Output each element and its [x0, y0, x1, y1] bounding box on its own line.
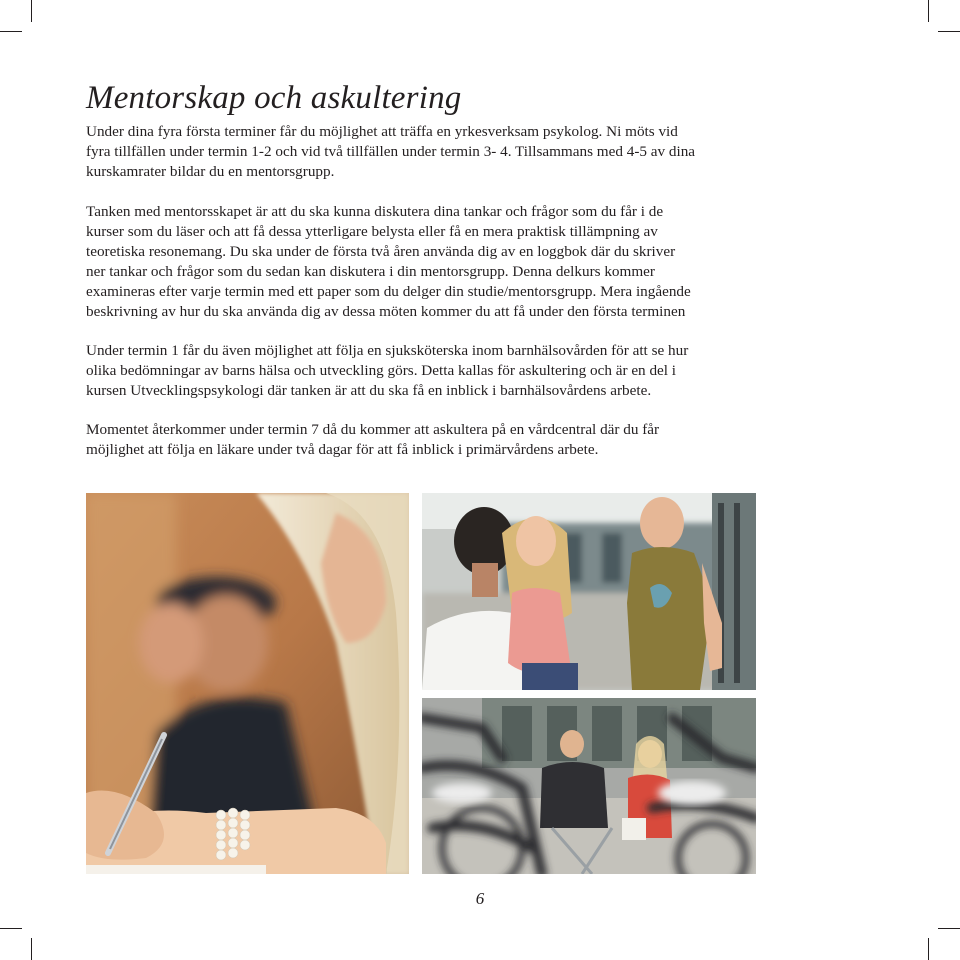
text-line: Under dina fyra första terminer får du möjlighet att träffa en yrkesverksam psykolog. Ni möts vid — [86, 123, 678, 140]
crop-mark — [31, 0, 32, 22]
crop-mark — [938, 928, 960, 929]
text-line: kurskamrater bildar du en mentorsgrupp. — [86, 163, 335, 180]
text-line: möjlighet att följa en läkare under två dagar för att få inblick i primärvårdens arbete. — [86, 441, 599, 458]
text-line: olika bedömningar av barns hälsa och utveckling görs. Detta kallas för askultering och är en del i — [86, 362, 677, 379]
crop-mark — [0, 928, 22, 929]
text-line: kurser som du läser och att få dessa ytterligare belysta eller få en mera praktisk tillämpning av — [86, 223, 658, 240]
text-line: fyra tillfällen under termin 1-2 och vid två tillfällen under termin 3- 4. Tillsammans med 4-5 av dina — [86, 143, 696, 160]
text-line: teoretiska resonemang. Du ska under de första två åren använda dig av en loggbok där du skriver — [86, 243, 676, 260]
photo-student-writing — [86, 493, 409, 874]
photo-students-with-bicycles — [422, 698, 756, 874]
text-line: examineras efter varje termin med ett paper som du delger din studie/mentorsgrupp. Mera ingående — [86, 283, 691, 300]
paragraph-askultering-term-1 — [86, 341, 766, 401]
crop-mark — [928, 0, 929, 22]
crop-mark — [938, 31, 960, 32]
paragraph-mentorship-purpose — [86, 202, 766, 322]
text-line: ner tankar och frågor som du sedan kan diskutera i din mentorsgrupp. Denna delkurs kommer — [86, 263, 655, 280]
crop-mark — [31, 938, 32, 960]
photo-students-chatting — [422, 493, 756, 690]
text-line: Tanken med mentorsskapet är att du ska kunna diskutera dina tankar och frågor som du får i de — [86, 203, 664, 220]
text-line: Under termin 1 får du även möjlighet att följa en sjuksköterska inom barnhälsovården för att se hur — [86, 342, 689, 359]
page-title: Mentorskap och askultering — [86, 80, 462, 116]
text-line: beskrivning av hur du ska använda dig av dessa möten kommer du att få under den första terminen — [86, 303, 686, 320]
text-line: Momentet återkommer under termin 7 då du kommer att askultera på en vårdcentral där du får — [86, 421, 660, 438]
page-number: 6 — [475, 889, 485, 908]
paragraph-askultering-term-7 — [86, 420, 766, 460]
text-line: kursen Utvecklingspsykologi där tanken är att du ska få en inblick i barnhälsovårdens arbete. — [86, 382, 652, 399]
crop-mark — [928, 938, 929, 960]
crop-mark — [0, 31, 22, 32]
paragraph-mentorship-intro — [86, 122, 766, 182]
